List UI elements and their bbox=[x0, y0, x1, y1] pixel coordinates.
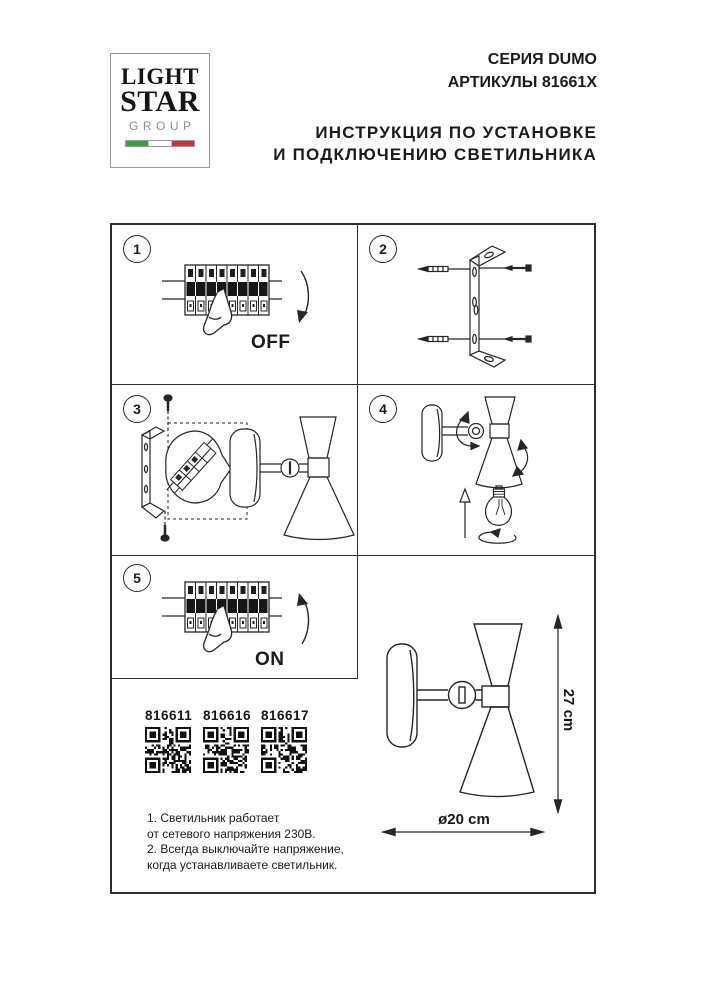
step2-panel bbox=[358, 225, 598, 384]
step4-number-badge bbox=[369, 395, 397, 423]
page-title-line2: И ПОДКЛЮЧЕНИЮ СВЕТИЛЬНИКА bbox=[273, 145, 597, 164]
step1-panel bbox=[112, 225, 357, 384]
note-line-1: 1. Светильник работает bbox=[147, 811, 280, 825]
series-title: СЕРИЯ DUMO bbox=[487, 51, 597, 68]
note-line-3: 2. Всегда выключайте напряжение, bbox=[147, 842, 344, 856]
step5-panel bbox=[112, 556, 357, 678]
qr-code-816611 bbox=[145, 727, 191, 773]
step2-number-badge bbox=[369, 235, 397, 263]
step5-number-badge bbox=[123, 564, 151, 592]
step3-panel bbox=[112, 385, 357, 555]
step4-panel bbox=[358, 385, 598, 555]
article-code-3: 816617 bbox=[261, 708, 310, 723]
flag-red bbox=[172, 141, 194, 146]
instruction-grid bbox=[110, 223, 596, 894]
page-title bbox=[273, 122, 597, 166]
logo-word-star: STAR bbox=[120, 85, 200, 118]
article-code-1: 816611 bbox=[145, 708, 193, 723]
off-label: OFF bbox=[251, 332, 291, 353]
step1-number-badge bbox=[123, 235, 151, 263]
articles-title: АРТИКУЛЫ 81661X bbox=[447, 74, 597, 91]
page-title-line1: ИНСТРУКЦИЯ ПО УСТАНОВКЕ bbox=[315, 123, 597, 142]
article-code-2: 816616 bbox=[203, 708, 252, 723]
logo-word-group: GROUP bbox=[128, 119, 196, 133]
italian-flag-stripe bbox=[125, 140, 195, 147]
qr-code-816617 bbox=[261, 727, 307, 773]
step3-number: 3 bbox=[133, 401, 141, 417]
note-line-2: от сетевого напряжения 230В. bbox=[147, 826, 316, 841]
flag-green bbox=[126, 141, 148, 146]
step4-number: 4 bbox=[379, 401, 387, 417]
on-label: ON bbox=[255, 649, 285, 670]
step1-number: 1 bbox=[133, 241, 141, 257]
header-series-block bbox=[448, 48, 597, 94]
qr-code-816616 bbox=[203, 727, 249, 773]
logo-word-light: LIGHT bbox=[121, 64, 199, 89]
diameter-dimension-label: ø20 cm bbox=[438, 811, 490, 828]
note-line-4: когда устанавливаете светильник. bbox=[147, 857, 338, 872]
lightstar-logo bbox=[110, 53, 210, 168]
flag-white bbox=[148, 141, 172, 146]
height-dimension-label: 27 cm bbox=[560, 688, 577, 732]
step3-number-badge bbox=[123, 395, 151, 423]
safety-notes bbox=[147, 811, 362, 873]
step2-number: 2 bbox=[379, 241, 387, 257]
step5-number: 5 bbox=[133, 570, 141, 586]
